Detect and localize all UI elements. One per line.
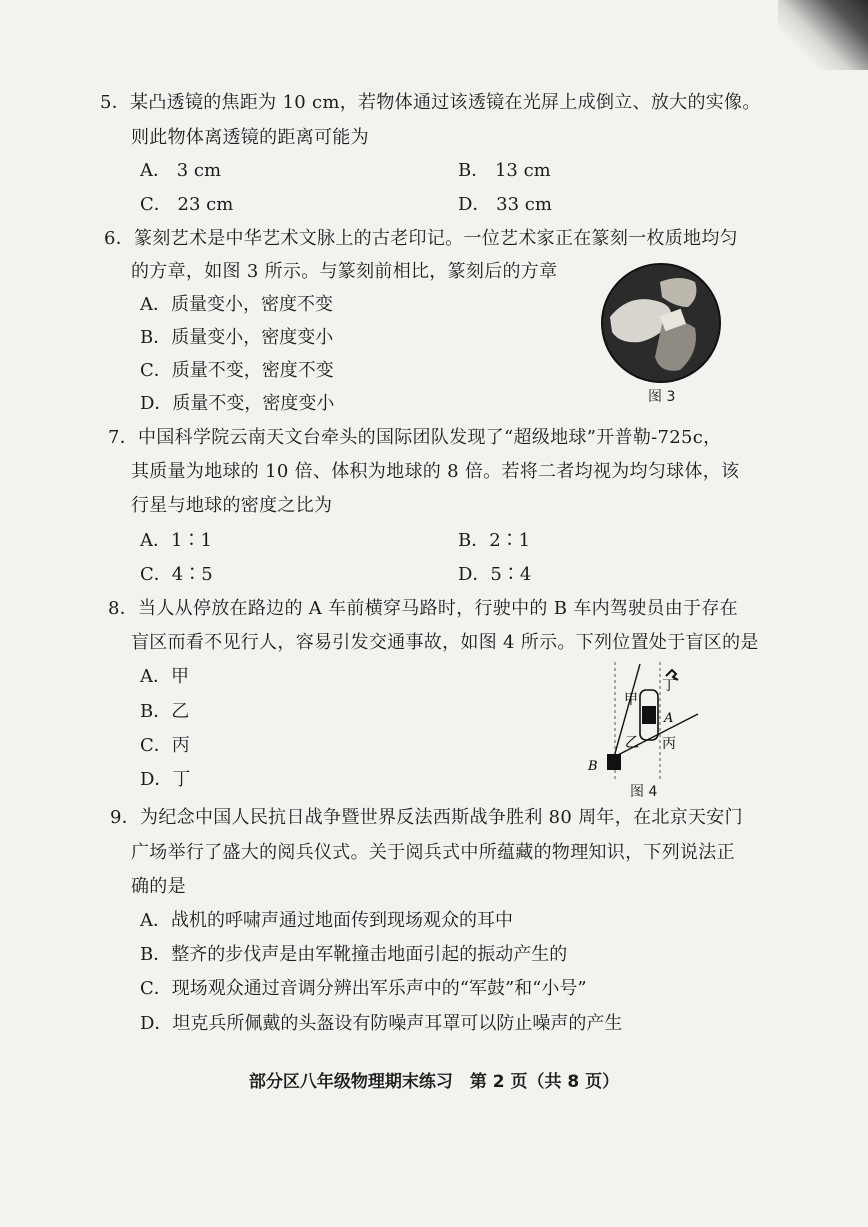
fig4-b: B bbox=[588, 759, 598, 774]
q8-option-a: A．甲 bbox=[140, 666, 189, 687]
q9-line3: 确的是 bbox=[131, 876, 186, 897]
figure-3-label: 图 3 bbox=[648, 389, 676, 405]
q6-option-d: D．质量不变，密度变小 bbox=[140, 393, 335, 414]
fig4-ding: 丁 bbox=[662, 678, 676, 694]
q8-line1: 8．当人从停放在路边的 A 车前横穿马路时，行驶中的 B 车内驾驶员由于存在 bbox=[108, 598, 738, 619]
fig4-a: A bbox=[664, 711, 674, 726]
q8-option-c: C．丙 bbox=[140, 735, 190, 756]
q7-line2: 其质量为地球的 10 倍、体积为地球的 8 倍。若将二者均视为均匀球体，该 bbox=[131, 461, 740, 482]
q9-line1: 9．为纪念中国人民抗日战争暨世界反法西斯战争胜利 80 周年，在北京天安门 bbox=[110, 807, 743, 828]
scan-corner-shadow bbox=[778, 0, 868, 70]
q5-option-a: A． 3 cm bbox=[140, 160, 222, 181]
q5-option-b: B． 13 cm bbox=[458, 160, 551, 181]
q8-option-b: B．乙 bbox=[140, 701, 190, 722]
q8-option-d: D．丁 bbox=[140, 769, 191, 790]
page-footer: 部分区八年级物理期末练习 第 2 页（共 8 页） bbox=[248, 1072, 620, 1092]
q9-option-d: D．坦克兵所佩戴的头盔设有防噪声耳罩可以防止噪声的产生 bbox=[140, 1013, 623, 1034]
q6-line1: 6．篆刻艺术是中华艺术文脉上的古老印记。一位艺术家正在篆刻一枚质地均匀 bbox=[104, 228, 738, 249]
q6-option-c: C．质量不变，密度不变 bbox=[140, 360, 334, 381]
q5-option-d: D． 33 cm bbox=[458, 194, 552, 215]
q9-line2: 广场举行了盛大的阅兵仪式。关于阅兵式中所蕴藏的物理知识，下列说法正 bbox=[131, 842, 735, 863]
figure-4-label: 图 4 bbox=[630, 784, 658, 800]
q5-option-c: C． 23 cm bbox=[140, 194, 234, 215]
figure-4-blind-spot-diagram bbox=[580, 662, 710, 782]
fig4-yi: 乙 bbox=[625, 735, 639, 751]
q9-option-a: A．战机的呼啸声通过地面传到现场观众的耳中 bbox=[140, 910, 513, 931]
q7-option-c: C．4∶5 bbox=[140, 564, 213, 585]
q6-option-a: A．质量变小，密度不变 bbox=[140, 294, 333, 315]
fig4-bing: 丙 bbox=[662, 736, 676, 752]
q7-option-d: D．5∶4 bbox=[458, 564, 532, 585]
q7-option-a: A．1∶1 bbox=[140, 530, 212, 551]
q9-option-b: B．整齐的步伐声是由军靴撞击地面引起的振动产生的 bbox=[140, 944, 568, 965]
q7-option-b: B．2∶1 bbox=[458, 530, 531, 551]
q7-line3: 行星与地球的密度之比为 bbox=[131, 495, 333, 516]
q6-option-b: B．质量变小，密度变小 bbox=[140, 327, 334, 348]
q9-option-c: C．现场观众通过音调分辨出军乐声中的“军鼓”和“小号” bbox=[140, 978, 587, 999]
fig4-jia: 甲 bbox=[624, 692, 638, 708]
q7-line1: 7．中国科学院云南天文台牵头的国际团队发现了“超级地球”开普勒-725c， bbox=[108, 427, 722, 448]
q5-line1: 5．某凸透镜的焦距为 10 cm，若物体通过该透镜在光屏上成倒立、放大的实像。 bbox=[100, 92, 761, 113]
q5-line2: 则此物体离透镜的距离可能为 bbox=[131, 127, 369, 148]
q8-line2: 盲区而看不见行人，容易引发交通事故，如图 4 所示。下列位置处于盲区的是 bbox=[131, 632, 759, 653]
q6-line2: 的方章，如图 3 所示。与篆刻前相比，篆刻后的方章 bbox=[131, 261, 558, 282]
figure-3-seal-photo bbox=[600, 262, 722, 384]
